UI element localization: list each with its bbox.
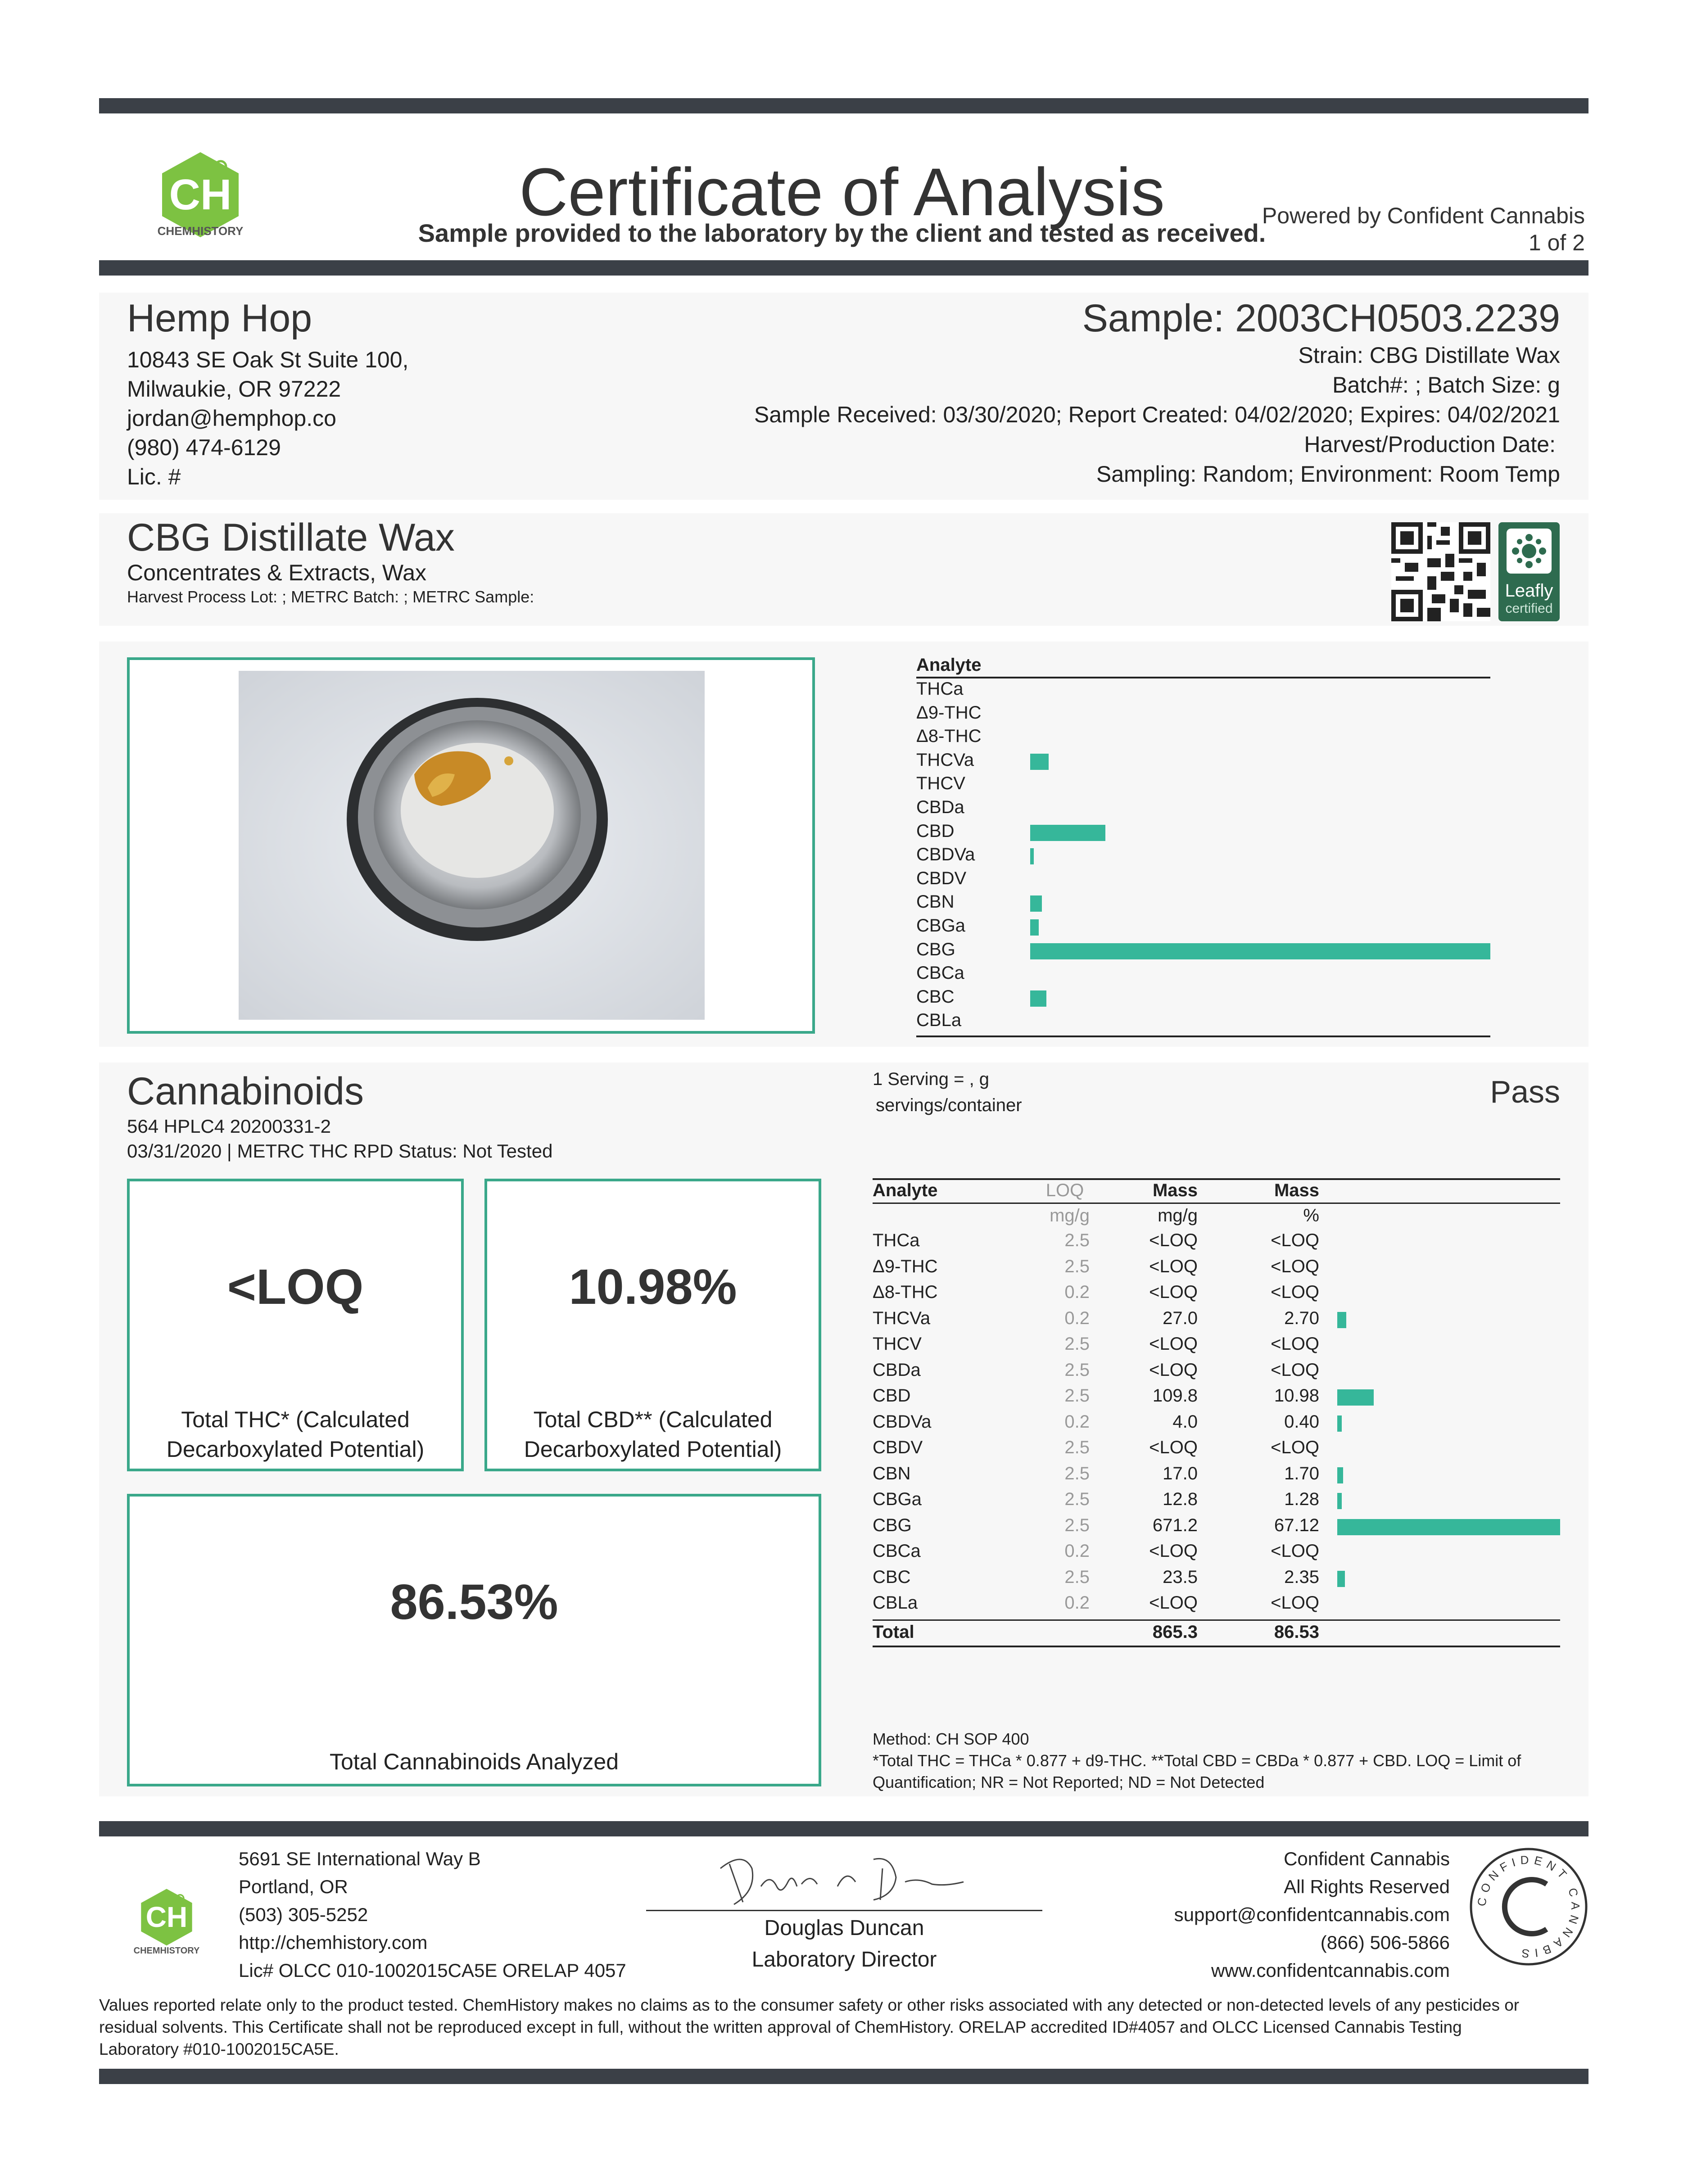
signature-line xyxy=(646,1910,1042,1911)
chart-bar xyxy=(1030,825,1105,841)
table-total-rule xyxy=(873,1619,1560,1621)
table-total-pct: 86.53 xyxy=(1274,1622,1319,1642)
table-header-loq: LOQ xyxy=(1045,1180,1084,1200)
page-title: Certificate of Analysis xyxy=(519,154,1165,230)
sample-photo xyxy=(239,671,705,1020)
table-cell-mass-pct: <LOQ xyxy=(1271,1438,1319,1457)
footer-hexagon-logo-icon xyxy=(135,1886,198,1949)
sample-sampling: Sampling: Random; Environment: Room Temp xyxy=(1096,461,1560,487)
table-header-rule xyxy=(873,1203,1560,1204)
chart-category-label: CBLa xyxy=(916,1010,962,1031)
table-cell-loq: 2.5 xyxy=(1064,1360,1090,1380)
table-cell-analyte: CBLa xyxy=(873,1593,918,1613)
chart-category-label: CBC xyxy=(916,986,955,1007)
table-cell-analyte: Δ8-THC xyxy=(873,1282,938,1302)
table-cell-mass-pct: <LOQ xyxy=(1271,1256,1319,1276)
table-cell-mass-pct: <LOQ xyxy=(1271,1593,1319,1613)
table-cell-loq: 2.5 xyxy=(1064,1489,1090,1509)
table-cell-analyte: THCV xyxy=(873,1334,922,1354)
powered-by: Powered by Confident Cannabis xyxy=(1262,203,1585,228)
table-cell-mass-pct: 10.98 xyxy=(1274,1386,1319,1406)
chart-category-label: CBCa xyxy=(916,963,964,983)
footer-top-bar xyxy=(99,1821,1588,1836)
chart-category-label: THCV xyxy=(916,773,965,794)
page-number: 1 of 2 xyxy=(1528,230,1585,255)
total-analyzed-value: 86.53% xyxy=(390,1574,558,1630)
jar-photo-icon xyxy=(239,671,705,1020)
table-cell-mass-pct: 0.40 xyxy=(1284,1411,1319,1432)
table-bar xyxy=(1337,1389,1374,1406)
table-cell-mass-mg: 27.0 xyxy=(1163,1308,1198,1328)
table-cell-mass-mg: 671.2 xyxy=(1152,1515,1198,1535)
table-header-analyte: Analyte xyxy=(873,1180,938,1200)
table-cell-analyte: CBG xyxy=(873,1515,912,1535)
signature-icon xyxy=(702,1841,973,1913)
chart-category-label: THCVa xyxy=(916,750,974,770)
table-cell-loq: 2.5 xyxy=(1064,1230,1090,1250)
leafly-certified-badge xyxy=(1498,522,1560,621)
table-cell-mass-pct: 67.12 xyxy=(1274,1515,1319,1535)
sample-strain: Strain: CBG Distillate Wax xyxy=(1298,343,1560,368)
table-cell-analyte: THCa xyxy=(873,1230,920,1250)
table-cell-mass-pct: <LOQ xyxy=(1271,1230,1319,1250)
header-divider xyxy=(99,260,1588,276)
table-cell-mass-mg: <LOQ xyxy=(1149,1282,1198,1302)
product-name: CBG Distillate Wax xyxy=(127,516,455,559)
chart-bar xyxy=(1030,754,1049,770)
table-cell-mass-mg: 109.8 xyxy=(1152,1386,1198,1406)
sample-batch: Batch#: ; Batch Size: g xyxy=(1332,372,1560,398)
method-note: Method: CH SOP 400 xyxy=(873,1730,1029,1748)
table-cell-mass-mg: 4.0 xyxy=(1172,1411,1198,1432)
director-title: Laboratory Director xyxy=(751,1948,937,1971)
cc-name: Confident Cannabis xyxy=(1284,1848,1450,1869)
table-unit-mass-mg: mg/g xyxy=(1158,1206,1198,1225)
table-unit-loq: mg/g xyxy=(1050,1206,1090,1225)
table-bar xyxy=(1337,1312,1346,1328)
table-header-mass-mg: Mass xyxy=(1152,1180,1198,1200)
chart-category-label: Δ8-THC xyxy=(916,726,982,746)
client-name: Hemp Hop xyxy=(127,297,312,340)
table-cell-analyte: CBGa xyxy=(873,1489,922,1509)
chart-category-label: Δ9-THC xyxy=(916,702,982,723)
footnote-line2: Quantification; NR = Not Reported; ND = Not Detected xyxy=(873,1773,1265,1791)
cannabinoids-heading: Cannabinoids xyxy=(127,1070,364,1113)
table-unit-mass-pct: % xyxy=(1303,1206,1319,1225)
cc-rights: All Rights Reserved xyxy=(1284,1876,1450,1897)
total-thc-caption-line1: Total THC* (Calculated xyxy=(181,1407,410,1432)
chart-header: Analyte xyxy=(916,655,982,675)
chart-category-label: CBN xyxy=(916,892,955,912)
disclaimer-line3: Laboratory #010-1002015CA5E. xyxy=(99,2040,339,2058)
seal-icon xyxy=(1468,1846,1589,1967)
table-cell-loq: 2.5 xyxy=(1064,1567,1090,1587)
chart-bottom-rule xyxy=(916,1035,1490,1037)
footnote-line1: *Total THC = THCa * 0.877 + d9-THC. **Total CBD = CBDa * 0.877 + CBD. LOQ = Limit of xyxy=(873,1751,1521,1770)
director-signature xyxy=(702,1841,973,1913)
client-license: Lic. # xyxy=(127,464,181,489)
pass-status: Pass xyxy=(1490,1074,1560,1109)
table-cell-loq: 2.5 xyxy=(1064,1463,1090,1483)
table-cell-mass-mg: <LOQ xyxy=(1149,1593,1198,1613)
cc-website[interactable]: www.confidentcannabis.com xyxy=(1211,1960,1450,1981)
serving-size: 1 Serving = , g xyxy=(873,1069,990,1089)
client-address2: Milwaukie, OR 97222 xyxy=(127,376,341,402)
chart-category-label: CBG xyxy=(916,939,955,959)
table-cell-loq: 2.5 xyxy=(1064,1256,1090,1276)
table-cell-mass-mg: 12.8 xyxy=(1163,1489,1198,1509)
table-cell-analyte: CBC xyxy=(873,1567,911,1587)
footer-logo-name: CHEMHISTORY xyxy=(133,1946,200,1956)
product-category: Concentrates & Extracts, Wax xyxy=(127,560,427,585)
table-cell-analyte: Δ9-THC xyxy=(873,1256,938,1276)
table-bar xyxy=(1337,1571,1345,1587)
lab-address1: 5691 SE International Way B xyxy=(239,1848,481,1869)
table-cell-loq: 2.5 xyxy=(1064,1438,1090,1457)
confident-cannabis-seal xyxy=(1468,1846,1589,1967)
table-cell-loq: 0.2 xyxy=(1064,1411,1090,1432)
logo-name: CHEMHISTORY xyxy=(157,224,244,238)
cc-email[interactable]: support@confidentcannabis.com xyxy=(1174,1904,1450,1925)
lab-address2: Portland, OR xyxy=(239,1876,348,1897)
table-cell-mass-mg: <LOQ xyxy=(1149,1438,1198,1457)
client-email: jordan@hemphop.co xyxy=(127,406,336,431)
total-analyzed-caption: Total Cannabinoids Analyzed xyxy=(329,1749,619,1774)
leafly-leaf-icon xyxy=(1498,522,1560,581)
sample-dates: Sample Received: 03/30/2020; Report Created: 04/02/2020; Expires: 04/02/2021 xyxy=(754,402,1560,427)
table-bottom-rule xyxy=(873,1646,1560,1647)
product-lot: Harvest Process Lot: ; METRC Batch: ; METRC Sample: xyxy=(127,588,534,606)
svg-text:CH: CH xyxy=(169,171,232,219)
table-cell-mass-mg: <LOQ xyxy=(1149,1230,1198,1250)
table-cell-loq: 2.5 xyxy=(1064,1334,1090,1354)
table-cell-mass-mg: 23.5 xyxy=(1163,1567,1198,1587)
total-cbd-value: 10.98% xyxy=(569,1259,737,1315)
table-cell-loq: 2.5 xyxy=(1064,1386,1090,1406)
table-cell-loq: 0.2 xyxy=(1064,1593,1090,1613)
table-cell-analyte: THCVa xyxy=(873,1308,931,1328)
chart-bar xyxy=(1030,919,1039,936)
table-bar xyxy=(1337,1493,1342,1509)
table-cell-analyte: CBN xyxy=(873,1463,911,1483)
cannabinoids-method-line: 564 HPLC4 20200331-2 xyxy=(127,1116,331,1137)
svg-text:CONFIDENT CANNABIS: CONFIDENT CANNABIS xyxy=(1475,1853,1583,1961)
table-cell-mass-pct: 2.35 xyxy=(1284,1567,1319,1587)
table-cell-mass-mg: <LOQ xyxy=(1149,1334,1198,1354)
cc-phone: (866) 506-5866 xyxy=(1320,1932,1450,1953)
chart-category-label: CBD xyxy=(916,821,955,841)
table-cell-loq: 0.2 xyxy=(1064,1282,1090,1302)
table-cell-mass-pct: 2.70 xyxy=(1284,1308,1319,1328)
table-cell-analyte: CBCa xyxy=(873,1541,921,1561)
qr-code-icon xyxy=(1391,522,1490,621)
table-cell-mass-mg: 17.0 xyxy=(1163,1463,1198,1483)
table-cell-mass-pct: 1.70 xyxy=(1284,1463,1319,1483)
table-total-label: Total xyxy=(873,1622,914,1642)
total-cbd-caption-line2: Decarboxylated Potential) xyxy=(524,1437,782,1462)
total-analyzed-box xyxy=(127,1494,821,1786)
top-bar xyxy=(99,98,1588,113)
chart-category-label: CBDV xyxy=(916,868,967,888)
table-cell-mass-mg: <LOQ xyxy=(1149,1360,1198,1380)
disclaimer-line2: residual solvents. This Certificate shall not be reproduced except in full, without the written approval of ChemHistory. ORELAP accredited ID#4057 and OLCC Licensed Cannabis Testing xyxy=(99,2018,1462,2036)
table-cell-mass-pct: <LOQ xyxy=(1271,1541,1319,1561)
bottom-bar xyxy=(99,2069,1588,2084)
chart-bar xyxy=(1030,990,1046,1007)
chart-category-label: CBGa xyxy=(916,916,965,936)
footer-chemhistory-logo xyxy=(135,1886,198,1949)
table-cell-loq: 0.2 xyxy=(1064,1308,1090,1328)
servings-per-container: servings/container xyxy=(876,1095,1022,1115)
table-cell-mass-pct: <LOQ xyxy=(1271,1360,1319,1380)
table-bar xyxy=(1337,1519,1560,1535)
table-cell-mass-pct: <LOQ xyxy=(1271,1282,1319,1302)
director-name: Douglas Duncan xyxy=(764,1916,924,1940)
chart-category-label: THCa xyxy=(916,679,964,699)
table-cell-mass-mg: <LOQ xyxy=(1149,1256,1198,1276)
sample-id: Sample: 2003CH0503.2239 xyxy=(1082,297,1560,340)
lab-license: Lic# OLCC 010-1002015CA5E ORELAP 4057 xyxy=(239,1960,626,1981)
qr-code[interactable] xyxy=(1391,522,1490,621)
disclaimer-line1: Values reported relate only to the product tested. ChemHistory makes no claims as to the consumer safety or other risks associated with any detected or non-detected levels of any pesticides or xyxy=(99,1996,1520,2014)
table-cell-analyte: CBD xyxy=(873,1386,911,1406)
page-subtitle: Sample provided to the laboratory by the client and tested as received. xyxy=(418,219,1266,247)
table-cell-mass-pct: <LOQ xyxy=(1271,1334,1319,1354)
leafly-certified-label: certified xyxy=(1505,601,1553,616)
table-bar xyxy=(1337,1467,1343,1483)
total-thc-value: <LOQ xyxy=(227,1259,364,1315)
chart-category-label: CBDVa xyxy=(916,845,975,865)
chart-bar xyxy=(1030,895,1042,912)
lab-website[interactable]: http://chemhistory.com xyxy=(239,1932,428,1953)
chart-category-label: CBDa xyxy=(916,797,964,817)
leafly-label: Leafly xyxy=(1505,581,1553,601)
table-top-rule xyxy=(873,1178,1560,1180)
table-bar xyxy=(1337,1415,1342,1432)
table-cell-loq: 2.5 xyxy=(1064,1515,1090,1535)
table-total-mg: 865.3 xyxy=(1152,1622,1198,1642)
table-cell-analyte: CBDVa xyxy=(873,1411,932,1432)
client-address1: 10843 SE Oak St Suite 100, xyxy=(127,347,409,372)
chart-bar xyxy=(1030,943,1490,959)
table-header-mass-pct: Mass xyxy=(1274,1180,1319,1200)
table-cell-loq: 0.2 xyxy=(1064,1541,1090,1561)
total-thc-caption-line2: Decarboxylated Potential) xyxy=(166,1437,425,1462)
table-cell-analyte: CBDa xyxy=(873,1360,921,1380)
chart-header-rule xyxy=(916,677,1490,678)
lab-phone: (503) 305-5252 xyxy=(239,1904,368,1925)
chart-bar xyxy=(1030,848,1034,864)
sample-harvest: Harvest/Production Date: xyxy=(1304,432,1556,457)
table-cell-mass-mg: <LOQ xyxy=(1149,1541,1198,1561)
table-cell-analyte: CBDV xyxy=(873,1438,923,1457)
table-cell-mass-pct: 1.28 xyxy=(1284,1489,1319,1509)
cannabinoids-date-line: 03/31/2020 | METRC THC RPD Status: Not Tested xyxy=(127,1140,553,1162)
svg-text:CH: CH xyxy=(145,1901,188,1933)
total-cbd-caption-line1: Total CBD** (Calculated xyxy=(533,1407,773,1432)
client-phone: (980) 474-6129 xyxy=(127,435,281,460)
